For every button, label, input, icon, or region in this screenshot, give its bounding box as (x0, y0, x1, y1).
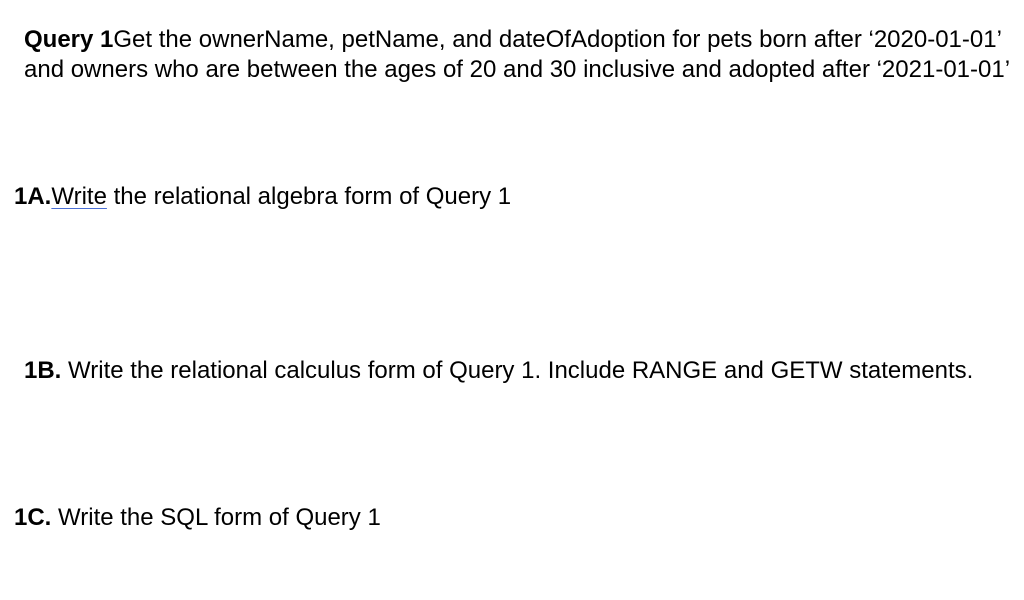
query-1-paragraph (24, 25, 1024, 85)
query-1-heading: Query 1 (24, 26, 114, 53)
question-1a-text: the relational algebra form of Query 1 (106, 183, 512, 210)
question-1b (24, 356, 984, 386)
query-1-text: Get the ownerName, petName, and dateOfAdoption for pets born after ‘2020-01-01’ and owners who are between the ages of 20 and 30 inclusive and adopted after ‘2021-01-01’ (24, 26, 1011, 83)
question-1b-text: Write the relational calculus form of Query 1. Include RANGE and GETW statements. (61, 357, 974, 384)
question-1c-text: Write the SQL form of Query 1 (51, 504, 381, 531)
question-1c (14, 503, 381, 533)
question-1c-label: 1C. (14, 504, 52, 531)
question-1a (14, 182, 511, 212)
question-1a-label: 1A. (14, 183, 52, 210)
question-1b-label: 1B. (24, 357, 62, 384)
question-1a-write-word: Write (51, 183, 107, 210)
